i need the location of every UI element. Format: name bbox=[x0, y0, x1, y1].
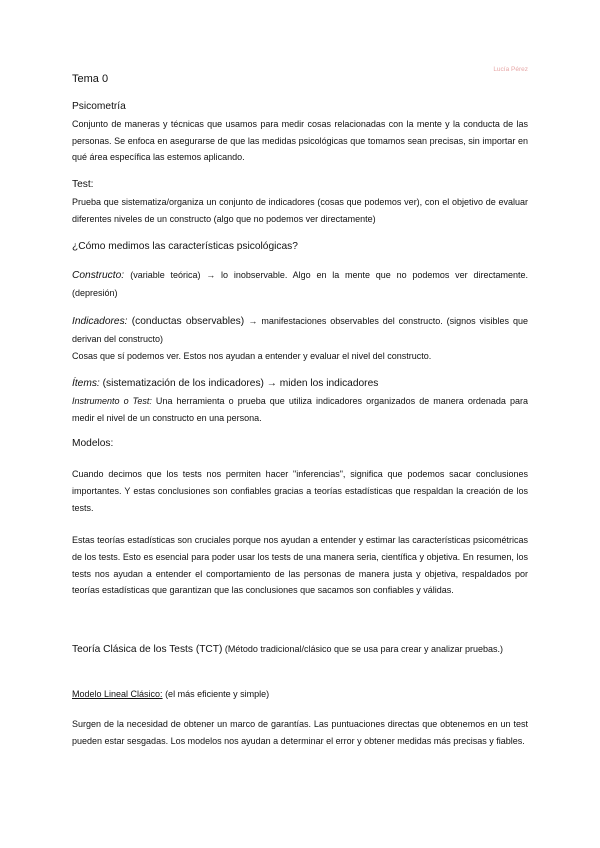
section-psicometria bbox=[72, 99, 528, 166]
instrumento-paragraph bbox=[72, 393, 528, 427]
tct-body: (Método tradicional/clásico que se usa para crear y analizar pruebas.) bbox=[222, 644, 504, 654]
constructo-term: Constructo: bbox=[72, 270, 131, 281]
items-line bbox=[72, 375, 528, 393]
indicadores-lead: (conductas observables) bbox=[127, 316, 249, 327]
section-modelo-lineal bbox=[72, 686, 528, 703]
author-name: Lucía Pérez bbox=[493, 66, 528, 73]
section-constructo bbox=[72, 267, 528, 302]
test-heading: Test: bbox=[72, 179, 94, 190]
modelo-lineal-body: (el más eficiente y simple) bbox=[162, 689, 270, 699]
constructo-paragraph bbox=[72, 267, 528, 302]
section-items bbox=[72, 375, 528, 426]
modelos-heading: Modelos: bbox=[72, 438, 114, 449]
section-modelos bbox=[72, 436, 528, 453]
tct-paragraph bbox=[72, 641, 528, 659]
items-body: (sistematización de los indicadores) → miden los indicadores bbox=[99, 378, 379, 389]
modelo-lineal-line bbox=[72, 686, 528, 703]
tct-heading: Teoría Clásica de los Tests (TCT) bbox=[72, 644, 223, 655]
indicadores-term: Indicadores: bbox=[72, 316, 128, 327]
indicadores-paragraph bbox=[72, 313, 528, 348]
section-indicadores bbox=[72, 313, 528, 364]
modelo-lineal-term: Modelo Lineal Clásico: bbox=[72, 689, 163, 699]
test-body: Prueba que sistematiza/organiza un conjunto de indicadores (cosas que podemos ver), con el objetivo de evaluar diferentes niveles de un constructo (algo que no podemos ver directamente) bbox=[72, 196, 528, 224]
instrumento-term: Instrumento o Test: bbox=[72, 395, 152, 406]
indicadores-body: → manifestaciones observables del constructo. (signos visibles que derivan del constructo) bbox=[72, 316, 528, 344]
section-test bbox=[72, 177, 528, 227]
final-paragraph: Surgen de la necesidad de obtener un marco de garantías. Las puntuaciones directas que obtenemos en un test pueden estar sesgadas. Los modelos nos ayudan a determinar el error y obtener medidas más precisas y fiables. bbox=[72, 719, 528, 746]
modelos-paragraph-2: Estas teorías estadísticas son cruciales porque nos ayudan a entender y estimar las características psicométricas de los tests. Esto es esencial para poder usar los tests de una manera seria, científica y objetiva. En resumen, los tests nos ayudan a entender el comportamiento de las personas de manera justa y objetiva, respaldados por teorías estadísticas que garantizan que las conclusiones que sacamos son confiables y válidas. bbox=[72, 535, 528, 596]
section-tct bbox=[72, 641, 528, 659]
items-term: Ítems: bbox=[72, 378, 100, 389]
indicadores-line2: Cosas que sí podemos ver. Estos nos ayudan a entender y evaluar el nivel del constructo. bbox=[72, 350, 432, 361]
instrumento-body: Una herramienta o prueba que utiliza indicadores organizados de manera ordenada para medir el nivel de un constructo en una persona. bbox=[72, 395, 528, 423]
psicometria-body: Conjunto de maneras y técnicas que usamos para medir cosas relacionadas con la mente y la conducta de las personas. Se enfoca en asegurarse de que las medidas psicológicas que tomamos sean precisas, sin importar en qué área específica las estemos aplicando. bbox=[72, 118, 528, 163]
constructo-body: (variable teórica) → lo inobservable. Algo en la mente que no podemos ver directamente. (depresión) bbox=[72, 270, 528, 298]
section-question bbox=[72, 239, 528, 256]
modelos-paragraph-1: Cuando decimos que los tests nos permiten hacer "inferencias", significa que podemos sacar conclusiones importantes. Y estas conclusiones son confiables gracias a teorías estadísticas que respaldan la creación de los tests. bbox=[72, 469, 528, 513]
page-title: Tema 0 bbox=[72, 73, 109, 85]
question-heading: ¿Cómo medimos las características psicológicas? bbox=[72, 241, 298, 252]
psicometria-heading: Psicometría bbox=[72, 101, 126, 112]
